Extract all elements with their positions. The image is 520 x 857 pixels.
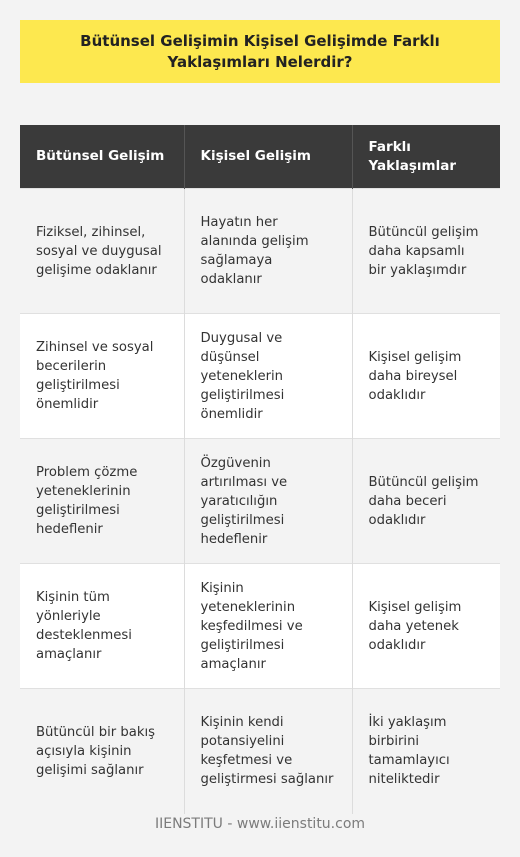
table-cell: Problem çözme yeteneklerinin geliştirilmesi hedeflenir	[20, 439, 184, 564]
table-header-row	[20, 125, 500, 189]
table-row	[20, 689, 500, 814]
table-cell: Duygusal ve düşünsel yeteneklerin geliştirilmesi önemlidir	[184, 314, 352, 439]
table-cell: Kişisel gelişim daha bireysel odaklıdır	[352, 314, 500, 439]
table-row	[20, 314, 500, 439]
comparison-table	[20, 125, 500, 814]
table-cell: İki yaklaşım birbirini tamamlayıcı niteliktedir	[352, 689, 500, 814]
column-header: Farklı Yaklaşımlar	[352, 125, 500, 189]
table-cell: Kişinin kendi potansiyelini keşfetmesi ve geliştirmesi sağlanır	[184, 689, 352, 814]
table-cell: Zihinsel ve sosyal becerilerin geliştirilmesi önemlidir	[20, 314, 184, 439]
table-row	[20, 439, 500, 564]
column-header: Bütünsel Gelişim	[20, 125, 184, 189]
table-cell: Kişisel gelişim daha yetenek odaklıdır	[352, 564, 500, 689]
footer-credit: IIENSTITU - www.iienstitu.com	[154, 816, 366, 832]
table-cell: Bütüncül bir bakış açısıyla kişinin gelişimi sağlanır	[20, 689, 184, 814]
table-cell: Kişinin yeteneklerinin keşfedilmesi ve geliştirilmesi amaçlanır	[184, 564, 352, 689]
table-cell: Fiziksel, zihinsel, sosyal ve duygusal gelişime odaklanır	[20, 189, 184, 314]
page-title: Bütünsel Gelişimin Kişisel Gelişimde Farklı Yaklaşımları Nelerdir?	[80, 31, 440, 71]
table-cell: Bütüncül gelişim daha kapsamlı bir yaklaşımdır	[352, 189, 500, 314]
table-cell: Özgüvenin artırılması ve yaratıcılığın geliştirilmesi hedeflenir	[184, 439, 352, 564]
table-row	[20, 189, 500, 314]
table-cell: Bütüncül gelişim daha beceri odaklıdır	[352, 439, 500, 564]
table-cell: Kişinin tüm yönleriyle desteklenmesi amaçlanır	[20, 564, 184, 689]
title-banner	[20, 20, 500, 83]
table-row	[20, 564, 500, 689]
table-cell: Hayatın her alanında gelişim sağlamaya odaklanır	[184, 189, 352, 314]
column-header: Kişisel Gelişim	[184, 125, 352, 189]
